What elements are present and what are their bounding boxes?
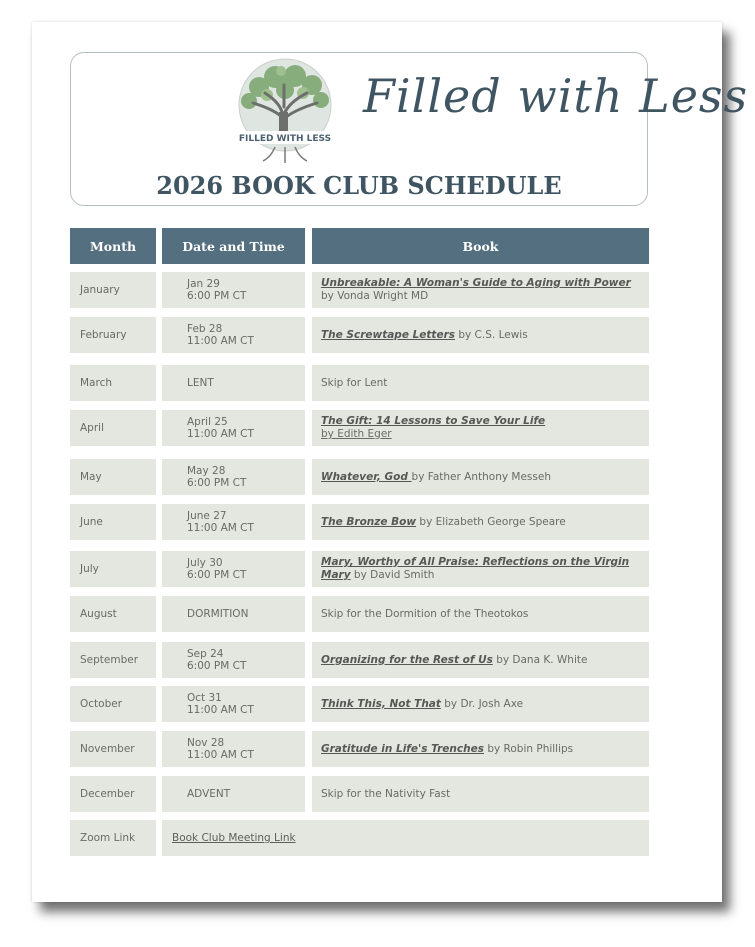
time-text: 11:00 AM CT bbox=[187, 335, 254, 347]
month-cell: October bbox=[70, 686, 156, 722]
book-author-text: by Vonda Wright MD bbox=[321, 290, 429, 302]
month-cell: July bbox=[70, 551, 156, 587]
book-author-text: Skip for the Nativity Fast bbox=[321, 787, 451, 800]
page-title: 2026 BOOK CLUB SCHEDULE bbox=[156, 171, 562, 200]
logo-text: FILLED WITH LESS bbox=[238, 134, 332, 144]
header-month: Month bbox=[70, 228, 156, 264]
date-cell bbox=[162, 731, 305, 767]
book-author-text: by Dana K. White bbox=[492, 653, 588, 666]
time-text: 6:00 PM CT bbox=[187, 660, 247, 672]
month-cell: November bbox=[70, 731, 156, 767]
month-cell: May bbox=[70, 459, 156, 495]
book-title-link[interactable]: Whatever, God bbox=[321, 470, 412, 483]
book-title-link[interactable]: The Screwtape Letters bbox=[321, 328, 455, 341]
book-cell bbox=[312, 551, 649, 587]
book-author-text: Skip for Lent bbox=[321, 376, 388, 389]
book-author-text: by Dr. Josh Axe bbox=[440, 697, 524, 710]
date-cell bbox=[162, 317, 305, 353]
book-author-text: by Edith Eger bbox=[321, 428, 392, 440]
date-text: LENT bbox=[187, 377, 214, 389]
time-text: 11:00 AM CT bbox=[187, 428, 254, 440]
date-cell bbox=[162, 272, 305, 308]
header-box bbox=[70, 52, 749, 206]
book-author-text: Skip for the Dormition of the Theotokos bbox=[321, 607, 529, 620]
date-text: April 25 bbox=[187, 416, 228, 428]
month-cell: April bbox=[70, 410, 156, 446]
book-title-link[interactable]: Unbreakable: A Woman's Guide to Aging with Power bbox=[321, 277, 631, 289]
brand-script-title: Filled with Less bbox=[363, 69, 749, 123]
date-text: ADVENT bbox=[187, 788, 231, 800]
book-title-link[interactable]: Organizing for the Rest of Us bbox=[321, 653, 493, 666]
book-title-link[interactable]: Mary, Worthy of All Praise: Reflections on the Virgin Mary bbox=[321, 556, 630, 581]
date-text: Nov 28 bbox=[187, 737, 225, 749]
zoom-label: Zoom Link bbox=[70, 820, 156, 856]
date-text: June 27 bbox=[187, 510, 227, 522]
book-cell bbox=[312, 504, 649, 540]
month-cell: August bbox=[70, 596, 156, 632]
book-cell bbox=[312, 642, 649, 678]
book-cell bbox=[312, 410, 649, 446]
time-text: 6:00 PM CT bbox=[187, 290, 247, 302]
date-text: DORMITION bbox=[187, 608, 249, 620]
date-text: Sep 24 bbox=[187, 648, 224, 660]
time-text: 6:00 PM CT bbox=[187, 569, 247, 581]
book-title-link[interactable]: Gratitude in Life's Trenches bbox=[321, 742, 484, 755]
book-title-link[interactable]: Think This, Not That bbox=[321, 697, 441, 710]
time-text: 11:00 AM CT bbox=[187, 749, 254, 761]
book-cell bbox=[312, 596, 649, 632]
schedule-page bbox=[32, 22, 749, 902]
book-cell bbox=[312, 365, 649, 401]
book-club-meeting-link[interactable]: Book Club Meeting Link bbox=[172, 832, 296, 844]
time-text: 11:00 AM CT bbox=[187, 704, 254, 716]
month-cell: January bbox=[70, 272, 156, 308]
book-title-link[interactable]: The Bronze Bow bbox=[321, 515, 417, 528]
book-cell bbox=[312, 776, 649, 812]
book-cell bbox=[312, 317, 649, 353]
date-cell bbox=[162, 365, 305, 401]
book-author-text: by Father Anthony Messeh bbox=[411, 470, 551, 483]
date-cell bbox=[162, 596, 305, 632]
header-book: Book bbox=[312, 228, 649, 264]
date-text: May 28 bbox=[187, 465, 226, 477]
date-text: Jan 29 bbox=[187, 278, 220, 290]
date-text: Oct 31 bbox=[187, 692, 222, 704]
date-cell bbox=[162, 504, 305, 540]
book-cell bbox=[312, 686, 649, 722]
date-cell bbox=[162, 776, 305, 812]
time-text: 6:00 PM CT bbox=[187, 477, 247, 489]
date-cell bbox=[162, 410, 305, 446]
month-cell: December bbox=[70, 776, 156, 812]
header-date-time: Date and Time bbox=[162, 228, 305, 264]
book-author-text: by Elizabeth George Speare bbox=[416, 515, 566, 528]
book-title-link[interactable]: The Gift: 14 Lessons to Save Your Life bbox=[321, 415, 546, 427]
month-cell: June bbox=[70, 504, 156, 540]
date-cell bbox=[162, 459, 305, 495]
month-cell: September bbox=[70, 642, 156, 678]
book-author-text: by David Smith bbox=[350, 569, 435, 581]
book-author-text: by C.S. Lewis bbox=[455, 328, 528, 341]
month-cell: March bbox=[70, 365, 156, 401]
date-text: July 30 bbox=[187, 557, 223, 569]
time-text: 11:00 AM CT bbox=[187, 522, 254, 534]
book-cell bbox=[312, 731, 649, 767]
month-cell: February bbox=[70, 317, 156, 353]
book-cell bbox=[312, 272, 649, 308]
date-cell bbox=[162, 686, 305, 722]
book-author-text: by Robin Phillips bbox=[483, 742, 574, 755]
date-cell bbox=[162, 551, 305, 587]
tree-logo-icon bbox=[219, 57, 351, 165]
date-text: Feb 28 bbox=[187, 323, 223, 335]
date-cell bbox=[162, 642, 305, 678]
book-cell bbox=[312, 459, 649, 495]
zoom-link-cell bbox=[162, 820, 649, 856]
